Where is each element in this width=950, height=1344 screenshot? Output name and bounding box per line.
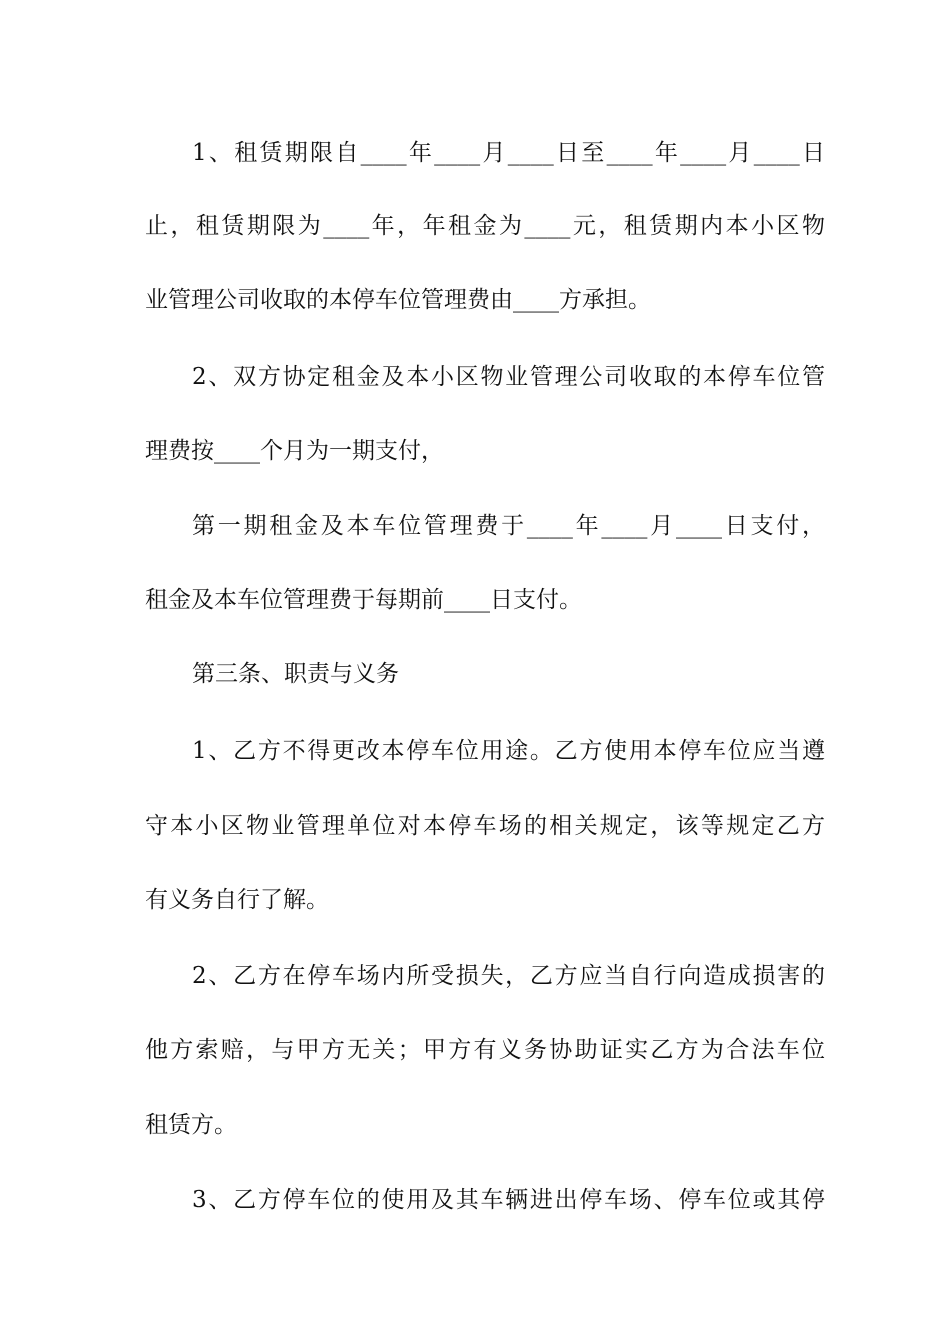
text-line-2: 止，租赁期限为____年，年租金为____元，租赁期内本小区物 <box>145 213 825 239</box>
text-line-12: 2、乙方在停车场内所受损失，乙方应当自行向造成损害的 <box>192 963 825 989</box>
text-line-4: 2、双方协定租金及本小区物业管理公司收取的本停车位管 <box>192 364 825 390</box>
text-line-13: 他方索赔，与甲方无关；甲方有义务协助证实乙方为合法车位 <box>145 1037 825 1063</box>
text-line-6: 第一期租金及本车位管理费于____年____月____日支付， <box>192 513 825 539</box>
text-line-11: 有义务自行了解。 <box>145 887 329 913</box>
section-heading: 第三条、职责与义务 <box>192 661 399 687</box>
text-line-3: 业管理公司收取的本停车位管理费由____方承担。 <box>145 287 651 313</box>
text-line-5: 理费按____个月为一期支付， <box>145 438 444 464</box>
text-line-10: 守本小区物业管理单位对本停车场的相关规定，该等规定乙方 <box>145 813 825 839</box>
text-line-1: 1、租赁期限自____年____月____日至____年____月____日 <box>192 140 825 166</box>
text-line-9: 1、乙方不得更改本停车位用途。乙方使用本停车位应当遵 <box>192 738 825 764</box>
text-line-15: 3、乙方停车位的使用及其车辆进出停车场、停车位或其停 <box>192 1187 825 1213</box>
text-line-14: 租赁方。 <box>145 1112 237 1138</box>
text-line-7: 租金及本车位管理费于每期前____日支付。 <box>145 587 582 613</box>
